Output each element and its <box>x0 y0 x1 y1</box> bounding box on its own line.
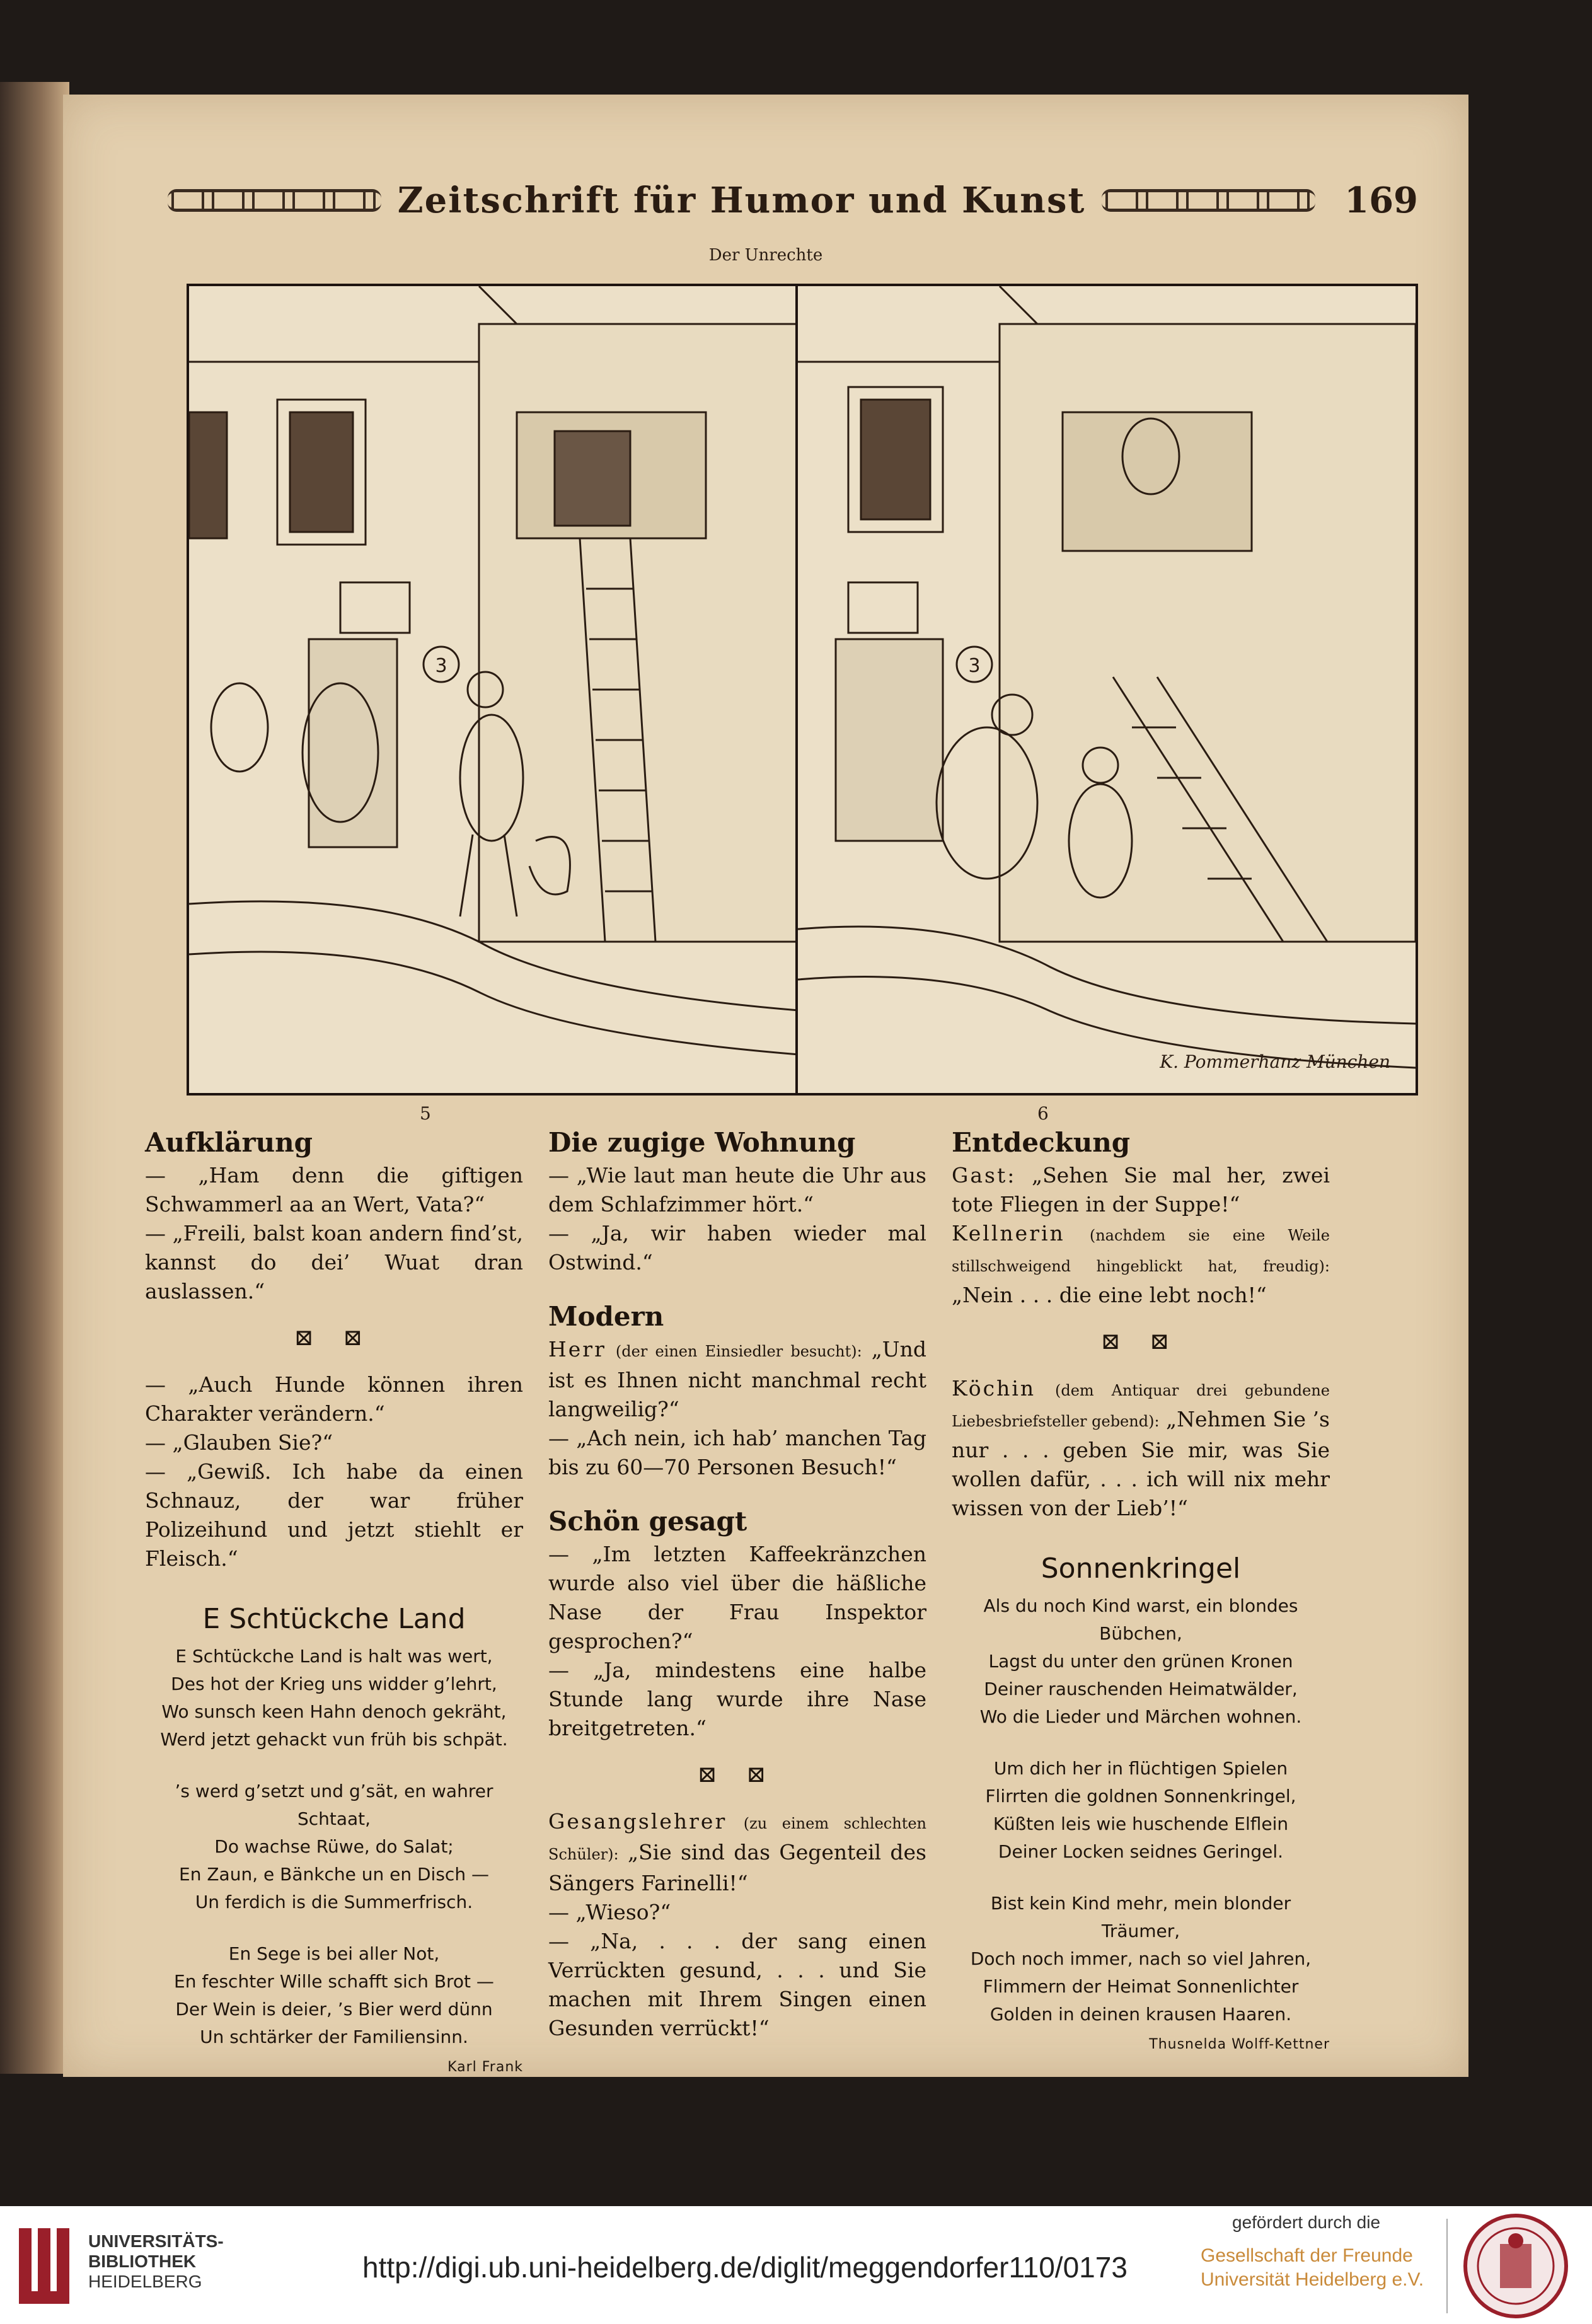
separator-ornament: ⊠ ⊠ <box>698 1762 777 1788</box>
chain-ornament-right <box>1102 189 1315 212</box>
poem-stanza <box>145 1778 523 1916</box>
cartoon-drawing-5 <box>189 286 807 1093</box>
poem-line: E Schtückche Land is halt was wert, <box>175 1646 493 1667</box>
funded-by-label: gefördert durch die <box>1232 2212 1381 2232</box>
poem-line: Doch noch immer, nach so viel Jahren, <box>970 1948 1312 1969</box>
poem-line: En Sege is bei aller Not, <box>228 1943 440 1964</box>
house-number-5: 3 <box>435 655 447 677</box>
stage-direction: (zu einem schlechten Schüler): <box>548 1815 926 1863</box>
dialogue: „Nehmen Sie ’s nur . . . geben Sie mir, was Sie wollen dafür, . . . ich will nix mehr wissen von der Lieb’!“ <box>952 1407 1330 1520</box>
separator-ornament: ⊠ ⊠ <box>1101 1329 1180 1355</box>
poem-line: Wo sunsch keen Hahn denoch gekräht, <box>161 1701 507 1722</box>
speaker: Kellnerin <box>952 1221 1065 1246</box>
article-line: — „Freili, balst koan andern find’st, kannst do dei’ Wuat dran auslassen.“ <box>145 1221 523 1304</box>
cartoon-drawing-6 <box>798 286 1416 1093</box>
poem-stanza <box>952 1592 1330 1731</box>
stage-direction: (dem Antiquar drei gebundene Liebesbriefsteller gebend): <box>952 1382 1330 1430</box>
poem-line: Als du noch Kind warst, ein blondes Bübchen, <box>983 1595 1298 1644</box>
poem-line: ’s werd g’setzt und g’sät, en wahrer Schtaat, <box>175 1781 493 1829</box>
speaker: Gast: <box>952 1163 1017 1188</box>
library-name-line: UNIVERSITÄTS- <box>88 2231 224 2251</box>
separator-ornament: ⊠ ⊠ <box>294 1325 374 1351</box>
stage-direction: (der einen Einsiedler besucht): <box>615 1343 862 1360</box>
article-line: — „Gewiß. Ich habe da einen Schnauz, der war früher Polizeihund und jetzt stiehlt er Fleisch.“ <box>145 1459 523 1571</box>
book-binding <box>0 82 69 2074</box>
poem-author: Thusnelda Wolff-Kettner <box>1149 2037 1330 2052</box>
dialogue: „Sie sind das Gegenteil des Sängers Farinelli!“ <box>548 1840 926 1895</box>
house-number-6: 3 <box>968 655 981 677</box>
poem-line: Küßten leis wie huschende Elflein <box>993 1813 1289 1834</box>
poem-line: En feschter Wille schafft sich Brot — <box>174 1971 494 1992</box>
poem-line: Un schtärker der Familiensinn. <box>200 2026 468 2047</box>
cartoon-panel-5 <box>187 284 809 1096</box>
magazine-page <box>63 95 1468 2077</box>
article-line <box>952 1161 1330 1219</box>
dialogue: „Nein . . . die eine lebt noch!“ <box>952 1283 1267 1307</box>
article-line: — „Wie laut man heute die Uhr aus dem Schlafzimmer hört.“ <box>548 1163 926 1217</box>
poem-line: Deiner Locken seidnes Geringel. <box>998 1841 1284 1862</box>
poem-line: Flimmern der Heimat Sonnenlichter <box>983 1976 1299 1997</box>
university-seal-icon[interactable] <box>1462 2212 1569 2320</box>
speaker: Köchin <box>952 1376 1036 1401</box>
poem-line: Der Wein is deier, ’s Bier werd dünn <box>175 1999 493 2020</box>
poem-line: Um dich her in flüchtigen Spielen <box>993 1758 1288 1779</box>
society-name[interactable] <box>1201 2244 1424 2292</box>
poem-line: Flirrten die goldnen Sonnenkringel, <box>985 1786 1296 1807</box>
poem-line: Lagst du unter den grünen Kronen <box>988 1651 1293 1672</box>
poem-line: Wo die Lieder und Märchen wohnen. <box>979 1706 1302 1727</box>
dialogue: „Und ist es Ihnen nicht manchmal recht langweilig?“ <box>548 1337 926 1421</box>
digital-library-url[interactable]: http://digi.ub.uni-heidelberg.de/diglit/meggendorfer110/0173 <box>362 2251 1128 2284</box>
article-line <box>952 1374 1330 1523</box>
panel-number-6: 6 <box>1037 1103 1049 1124</box>
speaker: Herr <box>548 1337 606 1361</box>
running-header <box>151 175 1418 226</box>
article-title: Aufklärung <box>145 1127 313 1158</box>
article-line: — „Wieso?“ <box>548 1900 671 1924</box>
illustration-caption: Der Unrechte <box>708 246 823 265</box>
poem-author: Karl Frank <box>447 2059 523 2075</box>
poem-line: Bist kein Kind mehr, mein blonder Träumer, <box>990 1893 1291 1941</box>
poem-title: Sonnenkringel <box>1041 1552 1241 1585</box>
article-title: Modern <box>548 1301 664 1332</box>
chain-ornament-left <box>168 189 381 212</box>
article-line: — „Auch Hunde können ihren Charakter verändern.“ <box>145 1372 523 1426</box>
society-name-line: Universität Heidelberg e.V. <box>1201 2269 1424 2290</box>
library-name-line: BIBLIOTHEK <box>88 2252 197 2271</box>
poem-stanza <box>952 1890 1330 2028</box>
poem-stanza <box>145 1940 523 2051</box>
poem-stanza <box>145 1643 523 1754</box>
poem-line: En Zaun, e Bänkche un en Disch — <box>179 1864 489 1885</box>
column-2 <box>548 1128 926 2043</box>
speaker: Gesangslehrer <box>548 1809 727 1834</box>
footer-divider <box>1446 2219 1448 2313</box>
library-name-line: HEIDELBERG <box>88 2272 202 2291</box>
society-name-line: Gesellschaft der Freunde <box>1201 2245 1413 2266</box>
article-line: — „Glauben Sie?“ <box>145 1430 333 1455</box>
article-line: — „Ja, mindestens eine halbe Stunde lang wurde ihre Nase breitgetreten.“ <box>548 1658 926 1740</box>
poem-line: Werd jetzt gehackt vun früh bis schpät. <box>160 1729 508 1750</box>
poem-line: Do wachse Rüwe, do Salat; <box>214 1836 454 1857</box>
article-line: — „Ja, wir haben wieder mal Ostwind.“ <box>548 1221 926 1275</box>
article-line <box>952 1219 1330 1310</box>
poem <box>145 1643 523 2081</box>
header-title: Zeitschrift für Humor und Kunst <box>397 180 1086 221</box>
article-title: Die zugige Wohnung <box>548 1127 856 1158</box>
poem-line: Deiner rauschenden Heimatwälder, <box>984 1679 1298 1699</box>
library-logo-icon[interactable] <box>19 2222 76 2310</box>
article-title: Entdeckung <box>952 1127 1131 1158</box>
panel-number-5: 5 <box>420 1103 431 1124</box>
column-3 <box>952 1128 1330 2059</box>
cartoon-panel-6 <box>795 284 1418 1096</box>
article-line: — „Ach nein, ich hab’ manchen Tag bis zu 60—70 Personen Besuch!“ <box>548 1426 926 1479</box>
library-name[interactable] <box>88 2231 224 2292</box>
poem <box>952 1592 1330 2059</box>
artist-signature: K. Pommerhanz München <box>1160 1051 1390 1072</box>
poem-title: E Schtückche Land <box>202 1603 466 1635</box>
dialogue: „Sehen Sie mal her, zwei tote Fliegen in der Suppe!“ <box>952 1163 1330 1217</box>
poem-line: Golden in deinen krausen Haaren. <box>989 2004 1292 2025</box>
article-line <box>548 1335 926 1424</box>
article-line: — „Na, . . . der sang einen Verrückten gesund, . . . und Sie machen mit Ihrem Singen einen Gesunden verrückt!“ <box>548 1929 926 2040</box>
page-number: 169 <box>1344 180 1419 221</box>
stage-direction: (nachdem sie eine Weile stillschweigend hingeblickt hat, freudig): <box>952 1227 1330 1275</box>
article-line <box>548 1807 926 1898</box>
article-line: — „Ham denn die giftigen Schwammerl aa an Wert, Vata?“ <box>145 1163 523 1217</box>
article-title: Schön gesagt <box>548 1506 747 1537</box>
poem-line: Des hot der Krieg uns widder g’lehrt, <box>171 1674 497 1694</box>
poem-line: Un ferdich is die Summerfrisch. <box>195 1892 473 1912</box>
column-1 <box>145 1128 523 2081</box>
poem-stanza <box>952 1755 1330 1866</box>
article-line: — „Im letzten Kaffeekränzchen wurde also viel über die häßliche Nase der Frau Inspektor gesprochen?“ <box>548 1542 926 1653</box>
